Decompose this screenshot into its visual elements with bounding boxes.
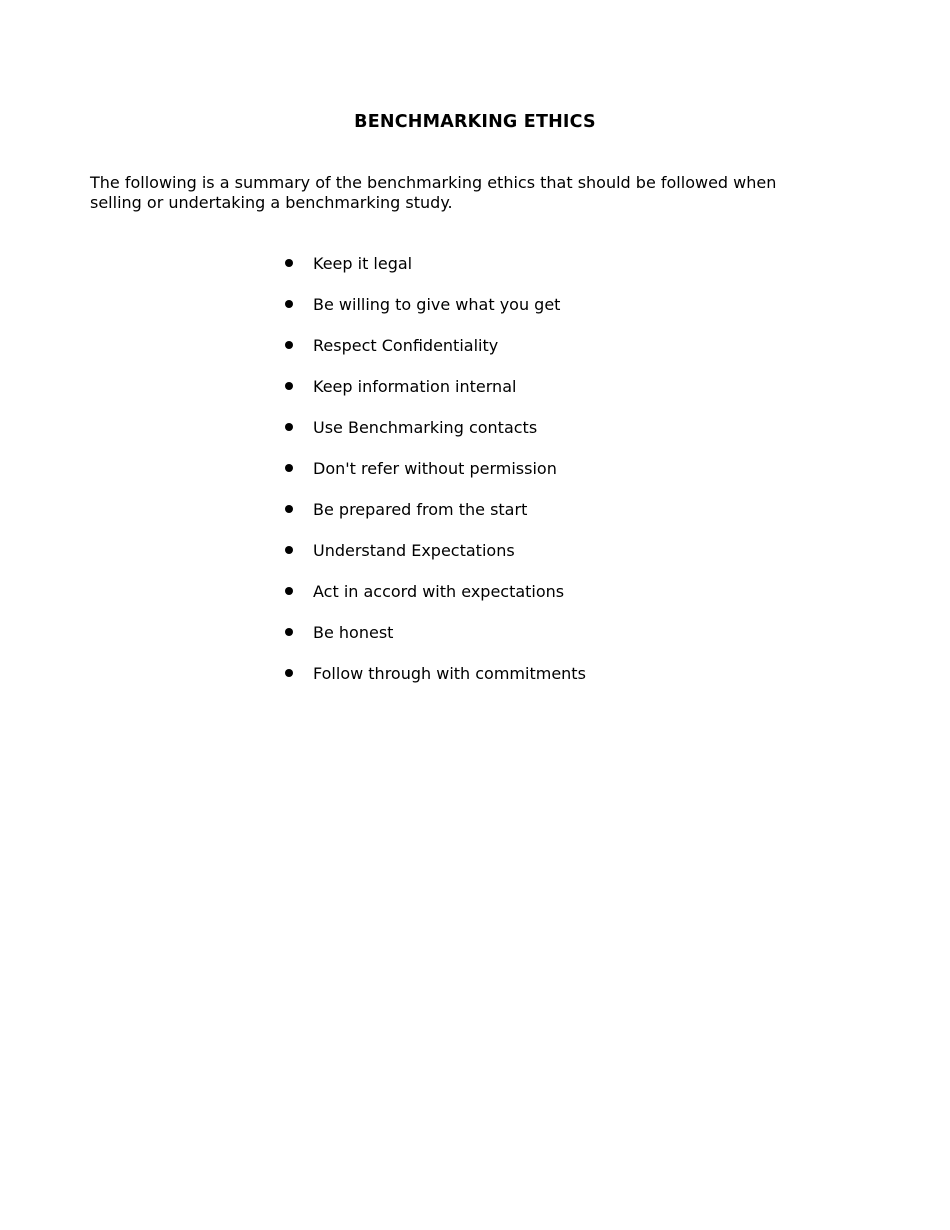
ethics-item-text: Don't refer without permission — [313, 459, 557, 478]
intro-line-2: selling or undertaking a benchmarking study. — [90, 193, 453, 212]
bullet-icon — [285, 628, 293, 636]
bullet-icon — [285, 300, 293, 308]
bullet-icon — [285, 259, 293, 267]
ethics-item-text: Use Benchmarking contacts — [313, 418, 538, 437]
ethics-item-text: Act in accord with expectations — [313, 582, 565, 601]
ethics-item-text: Keep it legal — [313, 254, 413, 273]
bullet-icon — [285, 464, 293, 472]
ethics-item-text: Keep information internal — [313, 377, 517, 396]
bullet-icon — [285, 587, 293, 595]
ethics-item-text: Respect Confidentiality — [313, 336, 499, 355]
intro-paragraph — [90, 173, 870, 213]
ethics-item-text: Be willing to give what you get — [313, 295, 561, 314]
bullet-icon — [285, 341, 293, 349]
document-title: BENCHMARKING ETHICS — [354, 112, 596, 132]
bullet-icon — [285, 669, 293, 677]
bullet-icon — [285, 505, 293, 513]
ethics-item-text: Be prepared from the start — [313, 500, 528, 519]
ethics-item-text: Understand Expectations — [313, 541, 515, 560]
bullet-icon — [285, 546, 293, 554]
ethics-item-text: Follow through with commitments — [313, 664, 586, 683]
bullet-icon — [285, 382, 293, 390]
intro-line-1: The following is a summary of the benchmarking ethics that should be followed when — [90, 173, 777, 192]
ethics-item-text: Be honest — [313, 623, 394, 642]
bullet-icon — [285, 423, 293, 431]
